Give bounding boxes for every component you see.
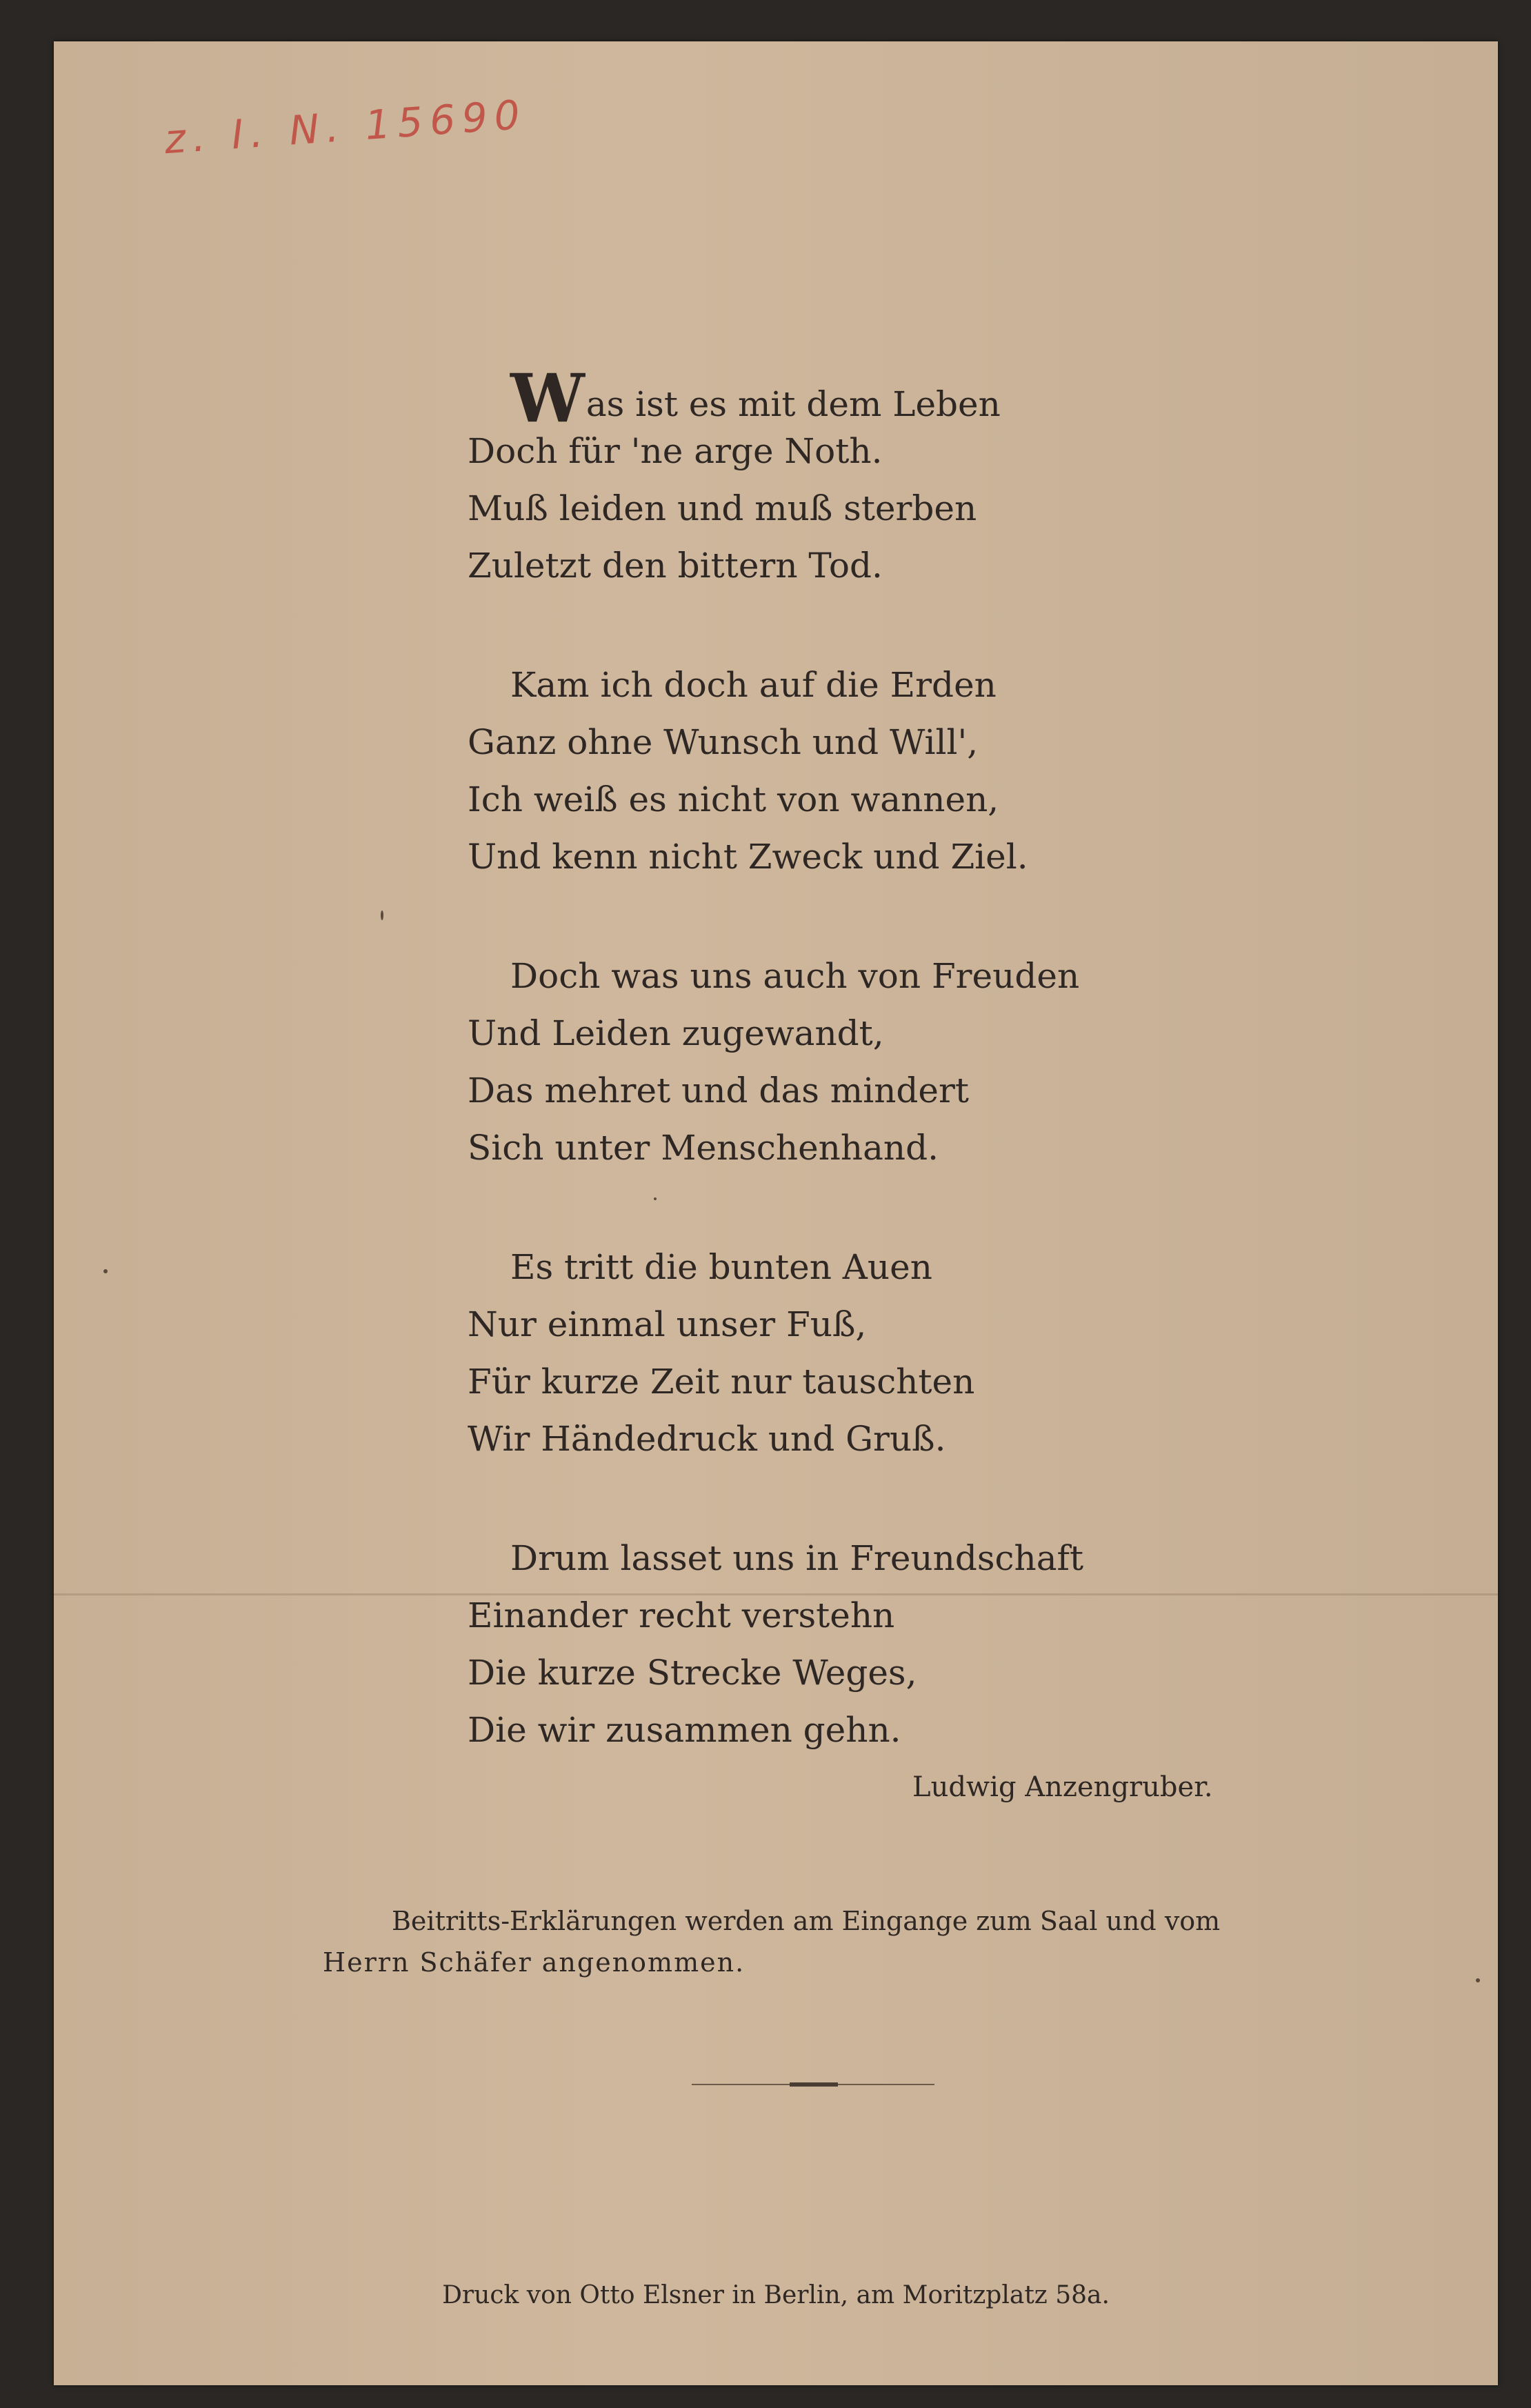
stanza-1 xyxy=(468,359,1261,595)
poem-line: Muß leiden und muß sterben xyxy=(468,488,977,528)
printer-imprint: Druck von Otto Elsner in Berlin, am Moritzplatz 58a. xyxy=(442,2281,1110,2309)
stanza-3 xyxy=(468,948,1261,1177)
poem-line: Die kurze Strecke Weges, xyxy=(468,1653,917,1693)
poem-author: Ludwig Anzengruber. xyxy=(912,1771,1213,1803)
poem-line: Drum lasset uns in Freundschaft xyxy=(510,1538,1084,1578)
poem-line: Für kurze Zeit nur tauschten xyxy=(468,1362,975,1402)
poem-line: Doch für 'ne arge Noth. xyxy=(468,431,883,471)
poem-line: Zuletzt den bittern Tod. xyxy=(468,546,883,586)
poem-line: Die wir zusammen gehn. xyxy=(468,1710,901,1750)
poem-line: Ich weiß es nicht von wannen, xyxy=(468,779,999,819)
stanza-4 xyxy=(468,1239,1261,1468)
divider-center xyxy=(790,2082,838,2087)
paper-speck xyxy=(103,1269,108,1273)
poem-line xyxy=(468,359,1261,437)
poem-line: Und kenn nicht Zweck und Ziel. xyxy=(468,837,1028,877)
poem-line: Doch was uns auch von Freuden xyxy=(510,956,1080,996)
poem-line: Kam ich doch auf die Erden xyxy=(510,665,997,705)
poem-line: Sich unter Menschenhand. xyxy=(468,1128,939,1168)
stanza-5 xyxy=(468,1530,1261,1759)
poem-line: Es tritt die bunten Auen xyxy=(510,1247,932,1287)
poem-line: Wir Händedruck und Gruß. xyxy=(468,1419,946,1459)
archive-number: z. I. N. 15690 xyxy=(163,90,528,163)
drop-cap: W xyxy=(510,359,585,437)
membership-notice xyxy=(323,1900,1323,1983)
poem-line: Und Leiden zugewandt, xyxy=(468,1013,884,1053)
poem-line: Ganz ohne Wunsch und Will', xyxy=(468,722,979,762)
notice-line: Beitritts-Erklärungen werden am Eingange zum Saal und vom xyxy=(392,1906,1221,1936)
poem-line: Einander recht verstehn xyxy=(468,1595,895,1635)
poem-line: Nur einmal unser Fuß, xyxy=(468,1304,867,1344)
poem xyxy=(468,359,1261,1821)
document-page xyxy=(54,41,1498,2385)
poem-line-text: as ist es mit dem Leben xyxy=(586,384,1001,424)
paper-speck xyxy=(381,911,383,920)
paper-speck xyxy=(1476,1978,1480,1982)
ornamental-divider xyxy=(692,2082,934,2087)
paper-speck xyxy=(654,1197,657,1200)
poem-line: Das mehret und das mindert xyxy=(468,1071,970,1111)
stanza-2 xyxy=(468,657,1261,886)
notice-line: Herrn Schäfer angenommen. xyxy=(323,1947,746,1978)
